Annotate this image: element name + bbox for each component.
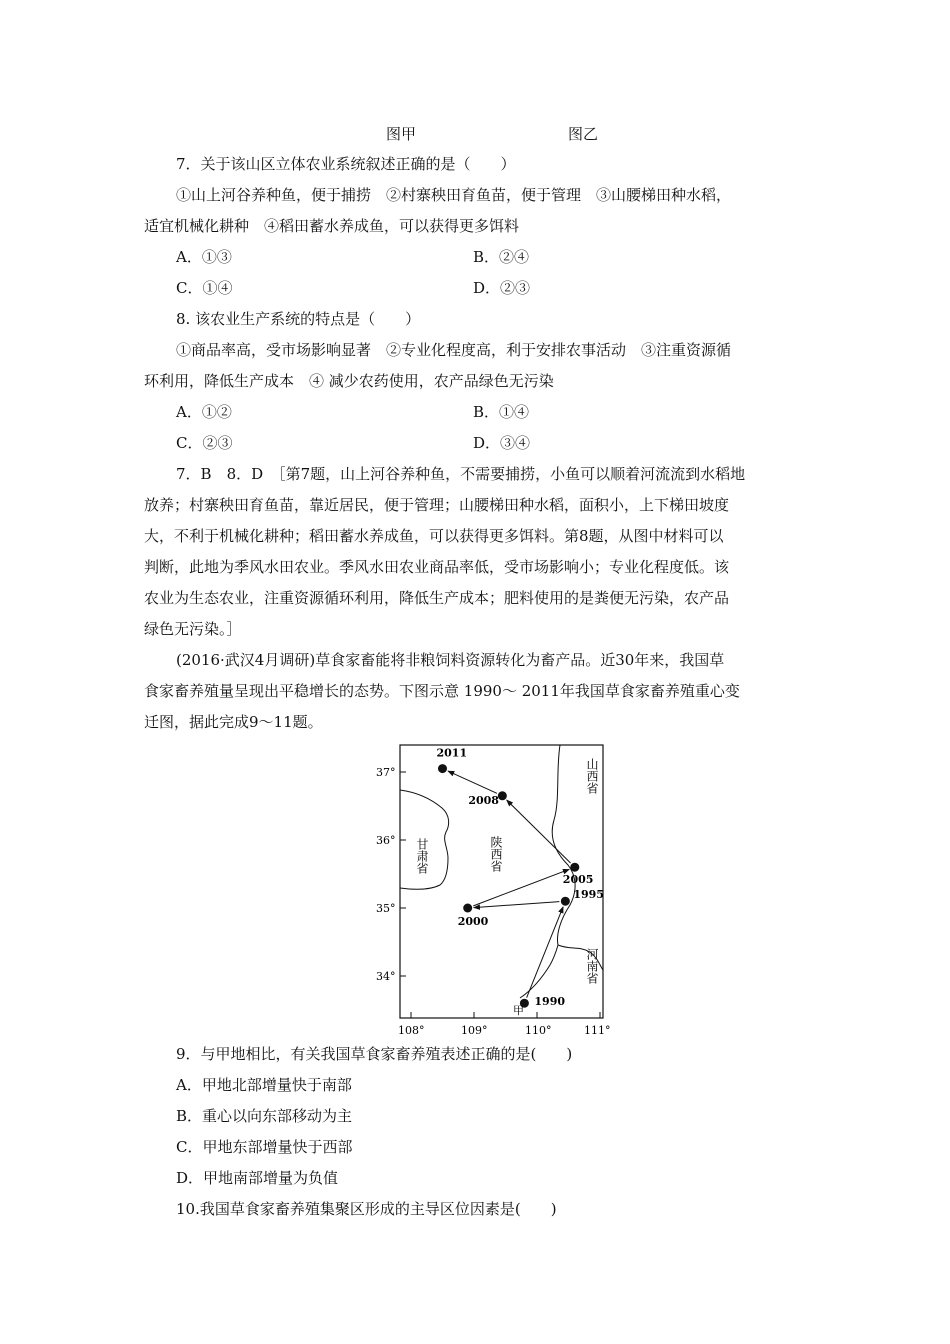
q7-option-c: C．①④	[176, 279, 233, 297]
q7-statement-line1: ①山上河谷养种鱼，便于捕捞 ②村寨秧田育鱼苗，便于管理 ③山腰梯田种水稻，	[176, 186, 732, 204]
intro-line3: 迁图，据此完成9～11题。	[144, 713, 323, 731]
arrow-2005-2008	[507, 800, 571, 863]
q9-option-a: A．甲地北部增量快于南部	[176, 1076, 352, 1094]
q8-option-a: A．①②	[176, 403, 232, 421]
q10-stem: 10.我国草食家畜养殖集聚区形成的主导区位因素是( )	[176, 1200, 557, 1218]
lat-tick-34: 34°	[376, 970, 396, 983]
arrow-2000-2005	[473, 869, 569, 906]
q9-option-d: D．甲地南部增量为负值	[176, 1169, 339, 1187]
lat-tick-36: 36°	[376, 834, 396, 847]
q9-option-b: B．重心以向东部移动为主	[176, 1107, 353, 1125]
point-label-2000: 2000	[457, 915, 489, 928]
q7-option-d: D．②③	[473, 279, 531, 297]
south-boundary	[520, 945, 558, 998]
q9-stem: 9．与甲地相比，有关我国草食家畜养殖表述正确的是( )	[176, 1045, 573, 1063]
answer-line3: 大，不利于机械化耕种；稻田蓄水养成鱼，可以获得更多饵料。第8题，从图中材料可以	[144, 527, 724, 545]
lat-tick-35: 35°	[376, 902, 396, 915]
point-1995	[561, 897, 570, 906]
point-2000	[463, 904, 472, 913]
figure-caption-right: 图乙	[568, 125, 599, 143]
answer-line6: 绿色无污染。］	[144, 620, 242, 638]
label-jia: 甲	[513, 1004, 524, 1017]
q7-option-b: B．②④	[473, 248, 530, 266]
migration-arrows	[448, 771, 571, 998]
lat-tick-37: 37°	[376, 766, 396, 779]
point-2005	[570, 863, 579, 872]
label-henan: 河南省	[585, 948, 599, 984]
arrow-1995-2000	[474, 902, 560, 908]
lon-tick-108: 108°	[398, 1024, 425, 1037]
point-label-2011: 2011	[436, 746, 468, 760]
q8-option-d: D．③④	[473, 434, 531, 452]
intro-line1: (2016·武汉4月调研)草食家畜能将非粮饲料资源转化为畜产品。近30年来，我国草	[176, 651, 725, 669]
q7-statement-line2: 适宜机械化耕种 ④稻田蓄水养成鱼，可以获得更多饵料	[144, 217, 520, 235]
q9-option-c: C．甲地东部增量快于西部	[176, 1138, 353, 1156]
label-shanxi: 山西省	[585, 758, 599, 794]
q8-statement-line2: 环利用，降低生产成本 ④ 减少农药使用，农产品绿色无污染	[144, 372, 554, 390]
migration-map	[370, 740, 620, 1040]
point-label-1995: 1995	[573, 888, 604, 902]
point-label-2008: 2008	[468, 793, 499, 807]
q7-stem: 7．关于该山区立体农业系统叙述正确的是（ ）	[176, 155, 516, 173]
figure-caption-left: 图甲	[386, 125, 417, 143]
yellow-river-boundary	[552, 745, 575, 945]
label-shaanxi: 陕西省	[489, 836, 503, 872]
q8-option-b: B．①④	[473, 403, 530, 421]
q8-option-c: C．②③	[176, 434, 233, 452]
arrow-1990-1995	[527, 907, 563, 998]
lon-tick-111: 111°	[584, 1024, 611, 1037]
point-2008	[498, 791, 507, 800]
q8-statement-line1: ①商品率高，受市场影响显著 ②专业化程度高，利于安排农事活动 ③注重资源循	[176, 341, 732, 359]
label-gansu: 甘肃省	[415, 838, 429, 874]
arrow-2008-2011	[448, 771, 497, 793]
answer-line2: 放养；村寨秧田育鱼苗，靠近居民，便于管理；山腰梯田种水稻，面积小，上下梯田坡度	[144, 496, 730, 514]
lon-tick-109: 109°	[461, 1024, 488, 1037]
lon-tick-110: 110°	[525, 1024, 552, 1037]
answer-line1: 7．B 8．D ［第7题，山上河谷养种鱼，不需要捕捞，小鱼可以顺着河流流到水稻地	[176, 465, 746, 483]
q7-option-a: A．①③	[176, 248, 232, 266]
point-label-1990: 1990	[534, 995, 566, 1009]
q8-stem: 8. 该农业生产系统的特点是（ ）	[176, 310, 421, 328]
axis-ticks	[400, 772, 600, 1018]
intro-line2: 食家畜养殖量呈现出平稳增长的态势。下图示意 1990～ 2011年我国草食家畜养殖重心变	[144, 682, 740, 700]
migration-points	[437, 747, 604, 1009]
point-2011	[438, 764, 447, 773]
answer-line5: 农业为生态农业，注重资源循环利用，降低生产成本；肥料使用的是粪便无污染，农产品	[144, 589, 730, 607]
answer-line4: 判断，此地为季风水田农业。季风水田农业商品率低，受市场影响小；专业化程度低。该	[144, 558, 730, 576]
point-label-2005: 2005	[562, 873, 594, 887]
